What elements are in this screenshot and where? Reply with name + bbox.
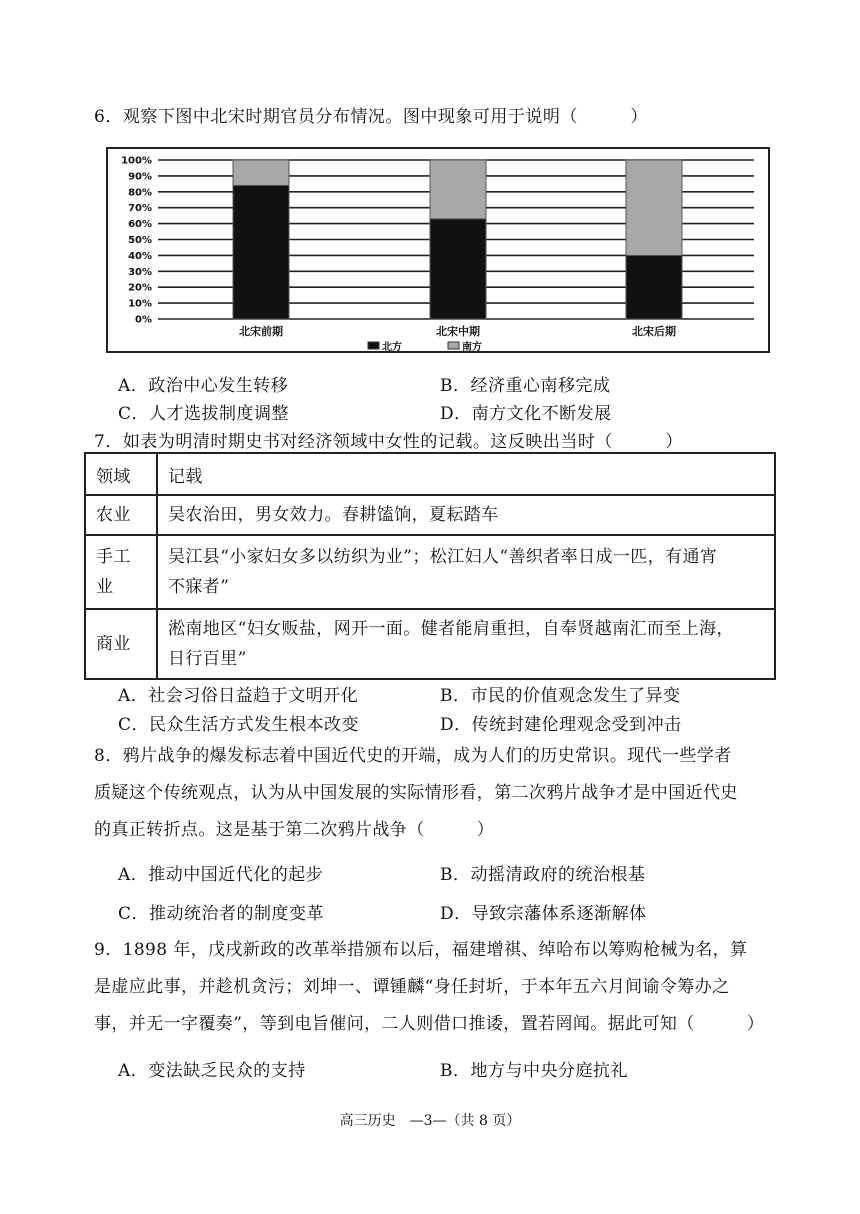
page-footer: 高三历史 —3—（共 8 页） [339, 1113, 521, 1129]
table-header-field: 领域 [85, 453, 157, 495]
y-tick-label: 50% [128, 235, 152, 246]
q8-option-a: A．推动中国近代化的起步 [118, 865, 324, 885]
table-header-row [85, 453, 775, 495]
legend-swatch [368, 342, 379, 349]
bar-segment-south [626, 160, 682, 255]
q7-option-d: D．传统封建伦理观念受到冲击 [440, 715, 682, 735]
official-distribution-chart [106, 147, 770, 353]
cell-line: 商业 [96, 634, 131, 654]
q8-stem-line: 质疑这个传统观点，认为从中国发展的实际情形看，第二次鸦片战争才是中国近代史 [94, 783, 738, 803]
y-tick-label: 20% [128, 282, 152, 294]
x-tick-label: 北宋后期 [632, 325, 676, 338]
table-row [85, 609, 775, 679]
table-cell-field [85, 495, 157, 535]
q7-stem: 7．如表为明清时期史书对经济领域中女性的记载。这反映出当时（ ） [94, 432, 683, 452]
y-tick-label: 100% [121, 155, 152, 167]
legend-label: 北方 [382, 342, 402, 351]
cell-line: 日行百里” [168, 649, 247, 669]
q6-option-a: A．政治中心发生转移 [118, 376, 289, 396]
q7-option-a: A．社会习俗日益趋于文明开化 [118, 686, 359, 706]
legend-swatch [448, 342, 459, 349]
q8-option-c: C．推动统治者的制度变革 [118, 904, 325, 924]
bar-segment-south [430, 160, 486, 219]
q9-stem [94, 932, 784, 1043]
table-cell-field [85, 535, 157, 609]
table-row [85, 535, 775, 609]
y-tick-label: 30% [128, 266, 152, 278]
q8-stem [94, 738, 784, 849]
bar-segment-north [626, 255, 682, 319]
q9-stem-line: 事，并无一字覆奏”，等到电旨催问，二人则借口推诿，置若罔闻。据此可知（ ） [94, 1014, 765, 1034]
table-cell-record [157, 535, 775, 609]
q9-stem-line: 9．1898 年，戊戌新政的改革举措颁布以后，福建增祺、绰哈布以筹购枪械为名，算 [94, 940, 748, 960]
q9-option-a: A．变法缺乏民众的支持 [118, 1061, 306, 1081]
x-tick-label: 北宋中期 [436, 325, 480, 338]
y-tick-label: 90% [128, 171, 152, 183]
bar-segment-south [233, 160, 289, 185]
q7-option-b: B．市民的价值观念发生了异变 [440, 686, 681, 706]
y-tick-label: 0% [135, 314, 152, 326]
y-tick-label: 60% [128, 219, 152, 231]
table-cell-field [85, 609, 157, 679]
table-header-record: 记载 [157, 453, 775, 495]
table-row [85, 495, 775, 535]
q6-option-b: B．经济重心南移完成 [440, 376, 611, 396]
bar-segment-north [430, 219, 486, 319]
table-cell-record [157, 495, 775, 535]
cell-line: 吴江县“小家妇女多以纺织为业”；松江妇人“善织者率日成一匹，有通宵 [168, 547, 718, 567]
y-tick-label: 10% [128, 298, 152, 310]
q6-stem: 6．观察下图中北宋时期官员分布情况。图中现象可用于说明（ ） [94, 107, 648, 127]
records-table [84, 452, 776, 680]
q9-stem-line: 是虚应此事，并趁机贪污；刘坤一、谭锺麟“身任封圻，于本年五六月间谕令筹办之 [94, 977, 730, 997]
chart-svg [108, 149, 768, 351]
q6-option-c: C．人才选拔制度调整 [118, 404, 290, 424]
x-tick-label: 北宋前期 [239, 325, 283, 338]
cell-line: 业 [96, 577, 114, 597]
table-cell-record [157, 609, 775, 679]
q8-option-d: D．导致宗藩体系逐渐解体 [440, 904, 647, 924]
bar-segment-north [233, 185, 289, 319]
y-tick-label: 80% [128, 187, 152, 199]
cell-line: 手工 [96, 547, 131, 567]
q8-option-b: B．动摇清政府的统治根基 [440, 865, 646, 885]
y-tick-label: 70% [128, 203, 152, 215]
q8-stem-line: 的真正转折点。这是基于第二次鸦片战争（ ） [94, 820, 495, 840]
cell-line: 吴农治田，男女效力。春耕馌饷，夏耘踏车 [168, 505, 499, 525]
cell-line: 不寐者” [168, 577, 230, 597]
q8-stem-line: 8．鸦片战争的爆发标志着中国近代史的开端，成为人们的历史常识。现代一些学者 [94, 746, 732, 766]
q9-option-b: B．地方与中央分庭抗礼 [440, 1061, 628, 1081]
cell-line: 淞南地区“妇女贩盐，网开一面。健者能肩重担，自奉贤越南汇而至上海， [168, 619, 734, 639]
legend-label: 南方 [462, 342, 482, 351]
q7-option-c: C．民众生活方式发生根本改变 [118, 715, 360, 735]
cell-line: 农业 [96, 505, 131, 525]
y-tick-label: 40% [128, 250, 152, 262]
q6-option-d: D．南方文化不断发展 [440, 404, 612, 424]
